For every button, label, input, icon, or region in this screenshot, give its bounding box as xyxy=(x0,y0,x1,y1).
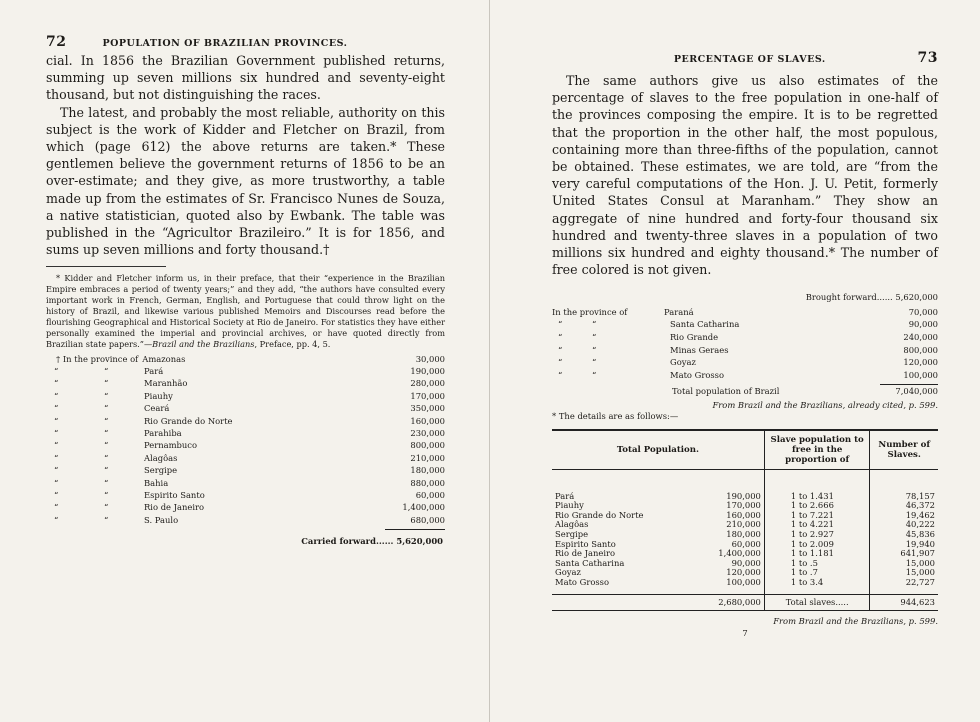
right-page xyxy=(490,0,980,722)
province-value: 350,000 xyxy=(410,403,445,414)
province-name: Espirito Santo xyxy=(144,489,205,500)
row-population: 170,000 xyxy=(711,501,764,511)
ditto-mark: “ xyxy=(54,390,59,401)
province-value: 1,400,000 xyxy=(402,502,445,513)
row-province: Sergipe xyxy=(555,528,589,539)
row-population: 100,000 xyxy=(711,578,764,588)
right-paragraph: The same authors give us also estimates of the percentage of slaves to the free population in one-half of the provinces composing the empire. It is to be regretted that the proportion in the other half, the most populous, containing more than three-fifths of the population, cannot be obtained. These estimates, we are told, are “from the very careful computations of the Hon. J. U. Petit, formerly United States Consul at Maranham.” They show an aggregate of nine hundred and forty-four thousand six hundred and twenty-three slaves in a population of two millions six hundred and eighty thousand.* The number of free colored is not given. xyxy=(552,73,938,278)
ditto-mark: “ xyxy=(592,331,597,342)
total-population: 2,680,000 xyxy=(711,594,764,611)
row-ratio: 1 to 2.009 xyxy=(764,540,870,550)
left-footnote xyxy=(46,273,445,350)
left-body xyxy=(46,52,445,258)
ditto-mark: “ xyxy=(54,489,59,500)
ditto-mark: “ xyxy=(104,427,109,438)
ditto-mark: “ xyxy=(104,366,109,377)
row-province: Mato Grosso xyxy=(555,576,610,587)
slaves-table xyxy=(552,429,938,612)
province-name: Amazonas xyxy=(142,353,186,364)
province-value: 240,000 xyxy=(903,331,938,342)
row-ratio: 1 to 2.666 xyxy=(764,501,870,511)
province-name: Rio de Janeiro xyxy=(144,502,205,513)
ditto-mark: “ xyxy=(558,319,563,330)
table-source: From Brazil and the Brazilians, p. 599. xyxy=(773,616,938,627)
province-value: 280,000 xyxy=(410,378,445,389)
ditto-mark: “ xyxy=(54,403,59,414)
ditto-mark: “ xyxy=(104,378,109,389)
list-item xyxy=(46,452,445,464)
row-province: Pará xyxy=(555,490,575,501)
ditto-mark: “ xyxy=(54,514,59,525)
ditto-mark: “ xyxy=(558,369,563,380)
table-note-mark: 7 xyxy=(742,628,748,639)
province-name: Paraná xyxy=(664,306,694,317)
list-item xyxy=(552,368,938,381)
list-item xyxy=(46,514,445,526)
row-ratio: 1 to 3.4 xyxy=(764,578,870,588)
row-population: 1,400,000 xyxy=(711,549,764,559)
table-row xyxy=(552,578,938,588)
province-name: Bahia xyxy=(144,477,169,488)
ditto-mark: “ xyxy=(104,514,109,525)
province-value: 230,000 xyxy=(410,427,445,438)
dagger-prefix: † In the province of xyxy=(56,353,139,364)
row-ratio: 1 to 1.431 xyxy=(764,492,870,502)
ditto-mark: “ xyxy=(54,452,59,463)
ditto-mark: “ xyxy=(104,489,109,500)
list-item xyxy=(46,464,445,476)
province-name: Pernambuco xyxy=(144,440,198,451)
province-value: 180,000 xyxy=(410,465,445,476)
row-population: 60,000 xyxy=(711,540,764,550)
ditto-mark: “ xyxy=(54,440,59,451)
province-value: 70,000 xyxy=(908,306,938,317)
province-value: 60,000 xyxy=(415,489,445,500)
ditto-mark: “ xyxy=(558,344,563,355)
total-label: Total population of Brazil xyxy=(672,386,780,397)
list-item xyxy=(552,356,938,369)
province-name: Maranhão xyxy=(144,378,188,389)
left-page-number: 72 xyxy=(46,34,67,50)
row-province: Alagôas xyxy=(555,519,589,530)
row-slaves: 22,727 xyxy=(905,576,935,587)
header-slave-proportion: Slave population to free in the proportion of xyxy=(764,430,870,470)
header-total-population: Total Population. xyxy=(552,430,764,470)
province-name: Mato Grosso xyxy=(670,369,725,380)
province-name: Sergipe xyxy=(144,465,178,476)
left-running-head xyxy=(46,34,445,52)
total-slaves: 944,623 xyxy=(870,594,938,611)
table-total-row xyxy=(552,594,938,611)
row-population: 160,000 xyxy=(711,511,764,521)
header-number-of-slaves: Number of Slaves. xyxy=(870,430,938,470)
ditto-mark: “ xyxy=(54,477,59,488)
list-item xyxy=(46,476,445,488)
row-population: 180,000 xyxy=(711,530,764,540)
row-population: 190,000 xyxy=(711,492,764,502)
row-slaves: 15,000 xyxy=(905,557,935,568)
details-note: * The details are as follows:— xyxy=(552,410,679,421)
row-province: Piauhy xyxy=(555,500,584,511)
row-slaves: 19,462 xyxy=(905,509,935,520)
right-running-title: PERCENTAGE OF SLAVES. xyxy=(673,54,826,65)
row-population: 90,000 xyxy=(711,559,764,569)
row-ratio: 1 to 2.927 xyxy=(764,530,870,540)
list-item xyxy=(46,501,445,513)
ditto-mark: “ xyxy=(558,331,563,342)
province-value: 210,000 xyxy=(410,452,445,463)
total-row xyxy=(552,385,938,398)
carried-forward: Carried forward...... 5,620,000 xyxy=(301,535,443,546)
list-item xyxy=(552,331,938,344)
list-item xyxy=(552,318,938,331)
row-ratio: 1 to 1.181 xyxy=(764,549,870,559)
row-slaves: 45,836 xyxy=(905,528,935,539)
row-province: Rio de Janeiro xyxy=(555,548,616,559)
province-value: 880,000 xyxy=(410,477,445,488)
province-value: 800,000 xyxy=(410,440,445,451)
province-name: Piauhy xyxy=(144,390,173,401)
ditto-mark: “ xyxy=(54,465,59,476)
row-slaves: 15,000 xyxy=(905,567,935,578)
ditto-mark: “ xyxy=(592,319,597,330)
row-ratio: 1 to .7 xyxy=(764,568,870,578)
province-name: Rio Grande do Norte xyxy=(144,415,233,426)
from-source: From Brazil and the Brazilians, already cited, p. 599. xyxy=(712,399,938,410)
row-slaves: 78,157 xyxy=(905,490,935,501)
row-ratio: 1 to 4.221 xyxy=(764,520,870,530)
province-name: Goyaz xyxy=(670,357,696,368)
row-slaves: 641,907 xyxy=(900,548,935,559)
ditto-mark: “ xyxy=(54,415,59,426)
left-paragraph-2: The latest, and probably the most reliable, authority on this subject is the work of Kidder and Fletcher on Brazil, from which (page 612) the above returns are taken.* These gentlemen believe the government returns of 1856 to be an over-estimate; and they give, as more trustworthy, a table made up from the estimates of Sr. Francisco Nunes de Souza, a native statistician, quoted also by Ewbank. The table was published in the “Agricultor Brazileiro.” It is for 1856, and sums up seven millions and forty thousand.† xyxy=(46,104,445,258)
province-value: 680,000 xyxy=(410,514,445,525)
row-population: 210,000 xyxy=(711,520,764,530)
province-value: 160,000 xyxy=(410,415,445,426)
row-province: Rio Grande do Norte xyxy=(555,509,644,520)
ditto-mark: “ xyxy=(104,390,109,401)
province-value: 90,000 xyxy=(908,319,938,330)
footnote-star-text: * Kidder and Fletcher inform us, in their preface, that their “experience in the Brazilian Empire embraces a period of twenty years;” and they add, “the authors have consulted every important work in French, German, English, and Portuguese that could throw light on the history of Brazil, and likewise various published Memoirs and Discourses read before the flourishing Geographical and Historical Society at Rio de Janeiro. For statistics they have either personally examined the imperial and provincial archives, or have quoted directly from Brazilian state papers.”— xyxy=(46,273,445,350)
ditto-mark: “ xyxy=(104,502,109,513)
row-slaves: 46,372 xyxy=(905,500,935,511)
list-item xyxy=(46,402,445,414)
province-name: S. Paulo xyxy=(144,514,179,525)
ditto-mark: “ xyxy=(104,403,109,414)
row-ratio: 1 to 7.221 xyxy=(764,511,870,521)
ditto-mark: “ xyxy=(592,344,597,355)
ditto-mark: “ xyxy=(54,378,59,389)
ditto-mark: “ xyxy=(54,502,59,513)
ditto-mark: “ xyxy=(592,357,597,368)
row-province: Santa Catharina xyxy=(555,557,625,568)
ditto-mark: “ xyxy=(54,427,59,438)
row-province: Espirito Santo xyxy=(555,538,616,549)
province-value: 120,000 xyxy=(903,357,938,368)
ditto-mark: “ xyxy=(104,440,109,451)
province-name: Pará xyxy=(144,366,164,377)
brought-forward: Brought forward...... 5,620,000 xyxy=(805,292,938,303)
province-prefix: In the province of xyxy=(552,306,628,317)
right-province-list xyxy=(552,292,938,397)
row-ratio: 1 to .5 xyxy=(764,559,870,569)
province-name: Parahiba xyxy=(144,427,182,438)
left-paragraph-1: cial. In 1856 the Brazilian Government published returns, summing up seven millions six hundred and seventy-eight thousand, but not distinguishing the races. xyxy=(46,53,445,103)
left-running-title: POPULATION OF BRAZILIAN PROVINCES. xyxy=(102,38,348,49)
province-name: Santa Catharina xyxy=(670,319,740,330)
ditto-mark: “ xyxy=(592,369,597,380)
row-province: Goyaz xyxy=(555,567,581,578)
list-item xyxy=(46,489,445,501)
total-slaves-label: Total slaves..... xyxy=(764,594,870,611)
province-name: Rio Grande xyxy=(670,331,719,342)
ditto-mark: “ xyxy=(104,415,109,426)
row-slaves: 40,222 xyxy=(905,519,935,530)
ditto-mark: “ xyxy=(54,366,59,377)
ditto-mark: “ xyxy=(104,465,109,476)
list-item xyxy=(552,305,938,318)
right-running-head xyxy=(552,50,938,72)
province-value: 800,000 xyxy=(903,344,938,355)
list-item xyxy=(46,377,445,389)
ditto-mark: “ xyxy=(104,452,109,463)
province-value: 30,000 xyxy=(415,353,445,364)
list-item xyxy=(46,439,445,451)
province-value: 170,000 xyxy=(410,390,445,401)
province-value: 190,000 xyxy=(410,366,445,377)
list-item xyxy=(46,427,445,439)
list-item xyxy=(46,365,445,377)
row-slaves: 19,940 xyxy=(905,538,935,549)
list-item xyxy=(46,352,445,364)
footnote-star-source: Brazil and the Brazilians xyxy=(152,339,255,350)
right-body xyxy=(552,72,938,278)
list-item xyxy=(46,390,445,402)
province-value: 100,000 xyxy=(903,369,938,380)
total-value: 7,040,000 xyxy=(895,386,938,397)
province-name: Ceará xyxy=(144,403,170,414)
province-name: Alagôas xyxy=(144,452,178,463)
ditto-mark: “ xyxy=(104,477,109,488)
province-name: Minas Geraes xyxy=(670,344,729,355)
left-province-list xyxy=(46,352,445,529)
total-rule xyxy=(385,529,445,530)
ditto-mark: “ xyxy=(558,357,563,368)
right-page-number: 73 xyxy=(917,50,938,66)
row-population: 120,000 xyxy=(711,568,764,578)
list-item xyxy=(46,414,445,426)
footnote-star-tail: , Preface, pp. 4, 5. xyxy=(254,339,331,350)
footnote-rule xyxy=(46,266,166,267)
list-item xyxy=(552,343,938,356)
